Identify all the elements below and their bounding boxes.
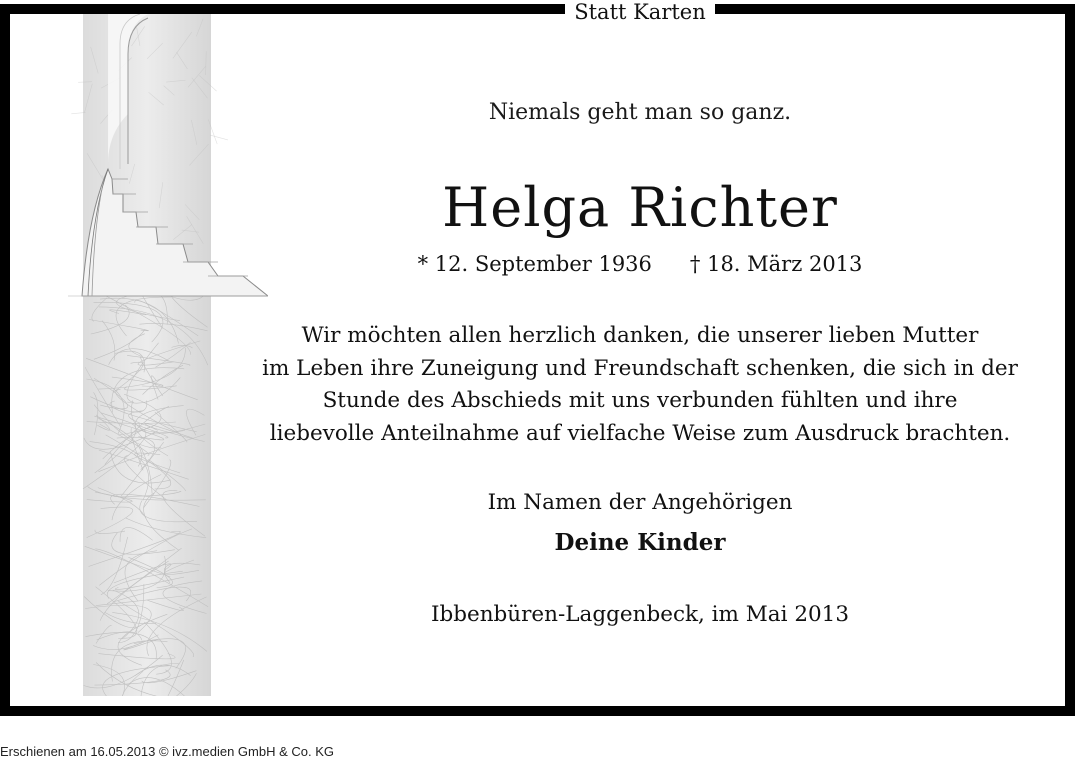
motto: Niemals geht man so ganz.: [488, 100, 792, 125]
publication-footer: Erschienen am 16.05.2013 © ivz.medien GmbH & Co. KG: [0, 744, 335, 759]
thanks-line: im Leben ihre Zuneigung und Freundschaft schenken, die sich in der: [262, 355, 1018, 381]
signature: Deine Kinder: [554, 529, 726, 556]
thanks-line: Stunde des Abschieds mit uns verbunden fühlten und ihre: [322, 388, 958, 413]
staircase-illustration: [68, 14, 268, 696]
life-dates: [240, 252, 1040, 276]
birth-date: * 12. September 1936: [417, 252, 652, 276]
thanks-line: Wir möchten allen herzlich danken, die unserer lieben Mutter: [301, 323, 979, 348]
death-date: † 18. März 2013: [689, 252, 863, 276]
thanks-line: liebevolle Anteilnahme auf vielfache Weise zum Ausdruck brachten.: [269, 420, 1011, 446]
thanks-text: [240, 320, 1040, 450]
header-label: Statt Karten: [565, 0, 715, 24]
on-behalf-line: Im Namen der Angehörigen: [487, 490, 793, 515]
place-date: Ibbenbüren-Laggenbeck, im Mai 2013: [430, 602, 850, 627]
deceased-name: Helga Richter: [442, 176, 838, 239]
